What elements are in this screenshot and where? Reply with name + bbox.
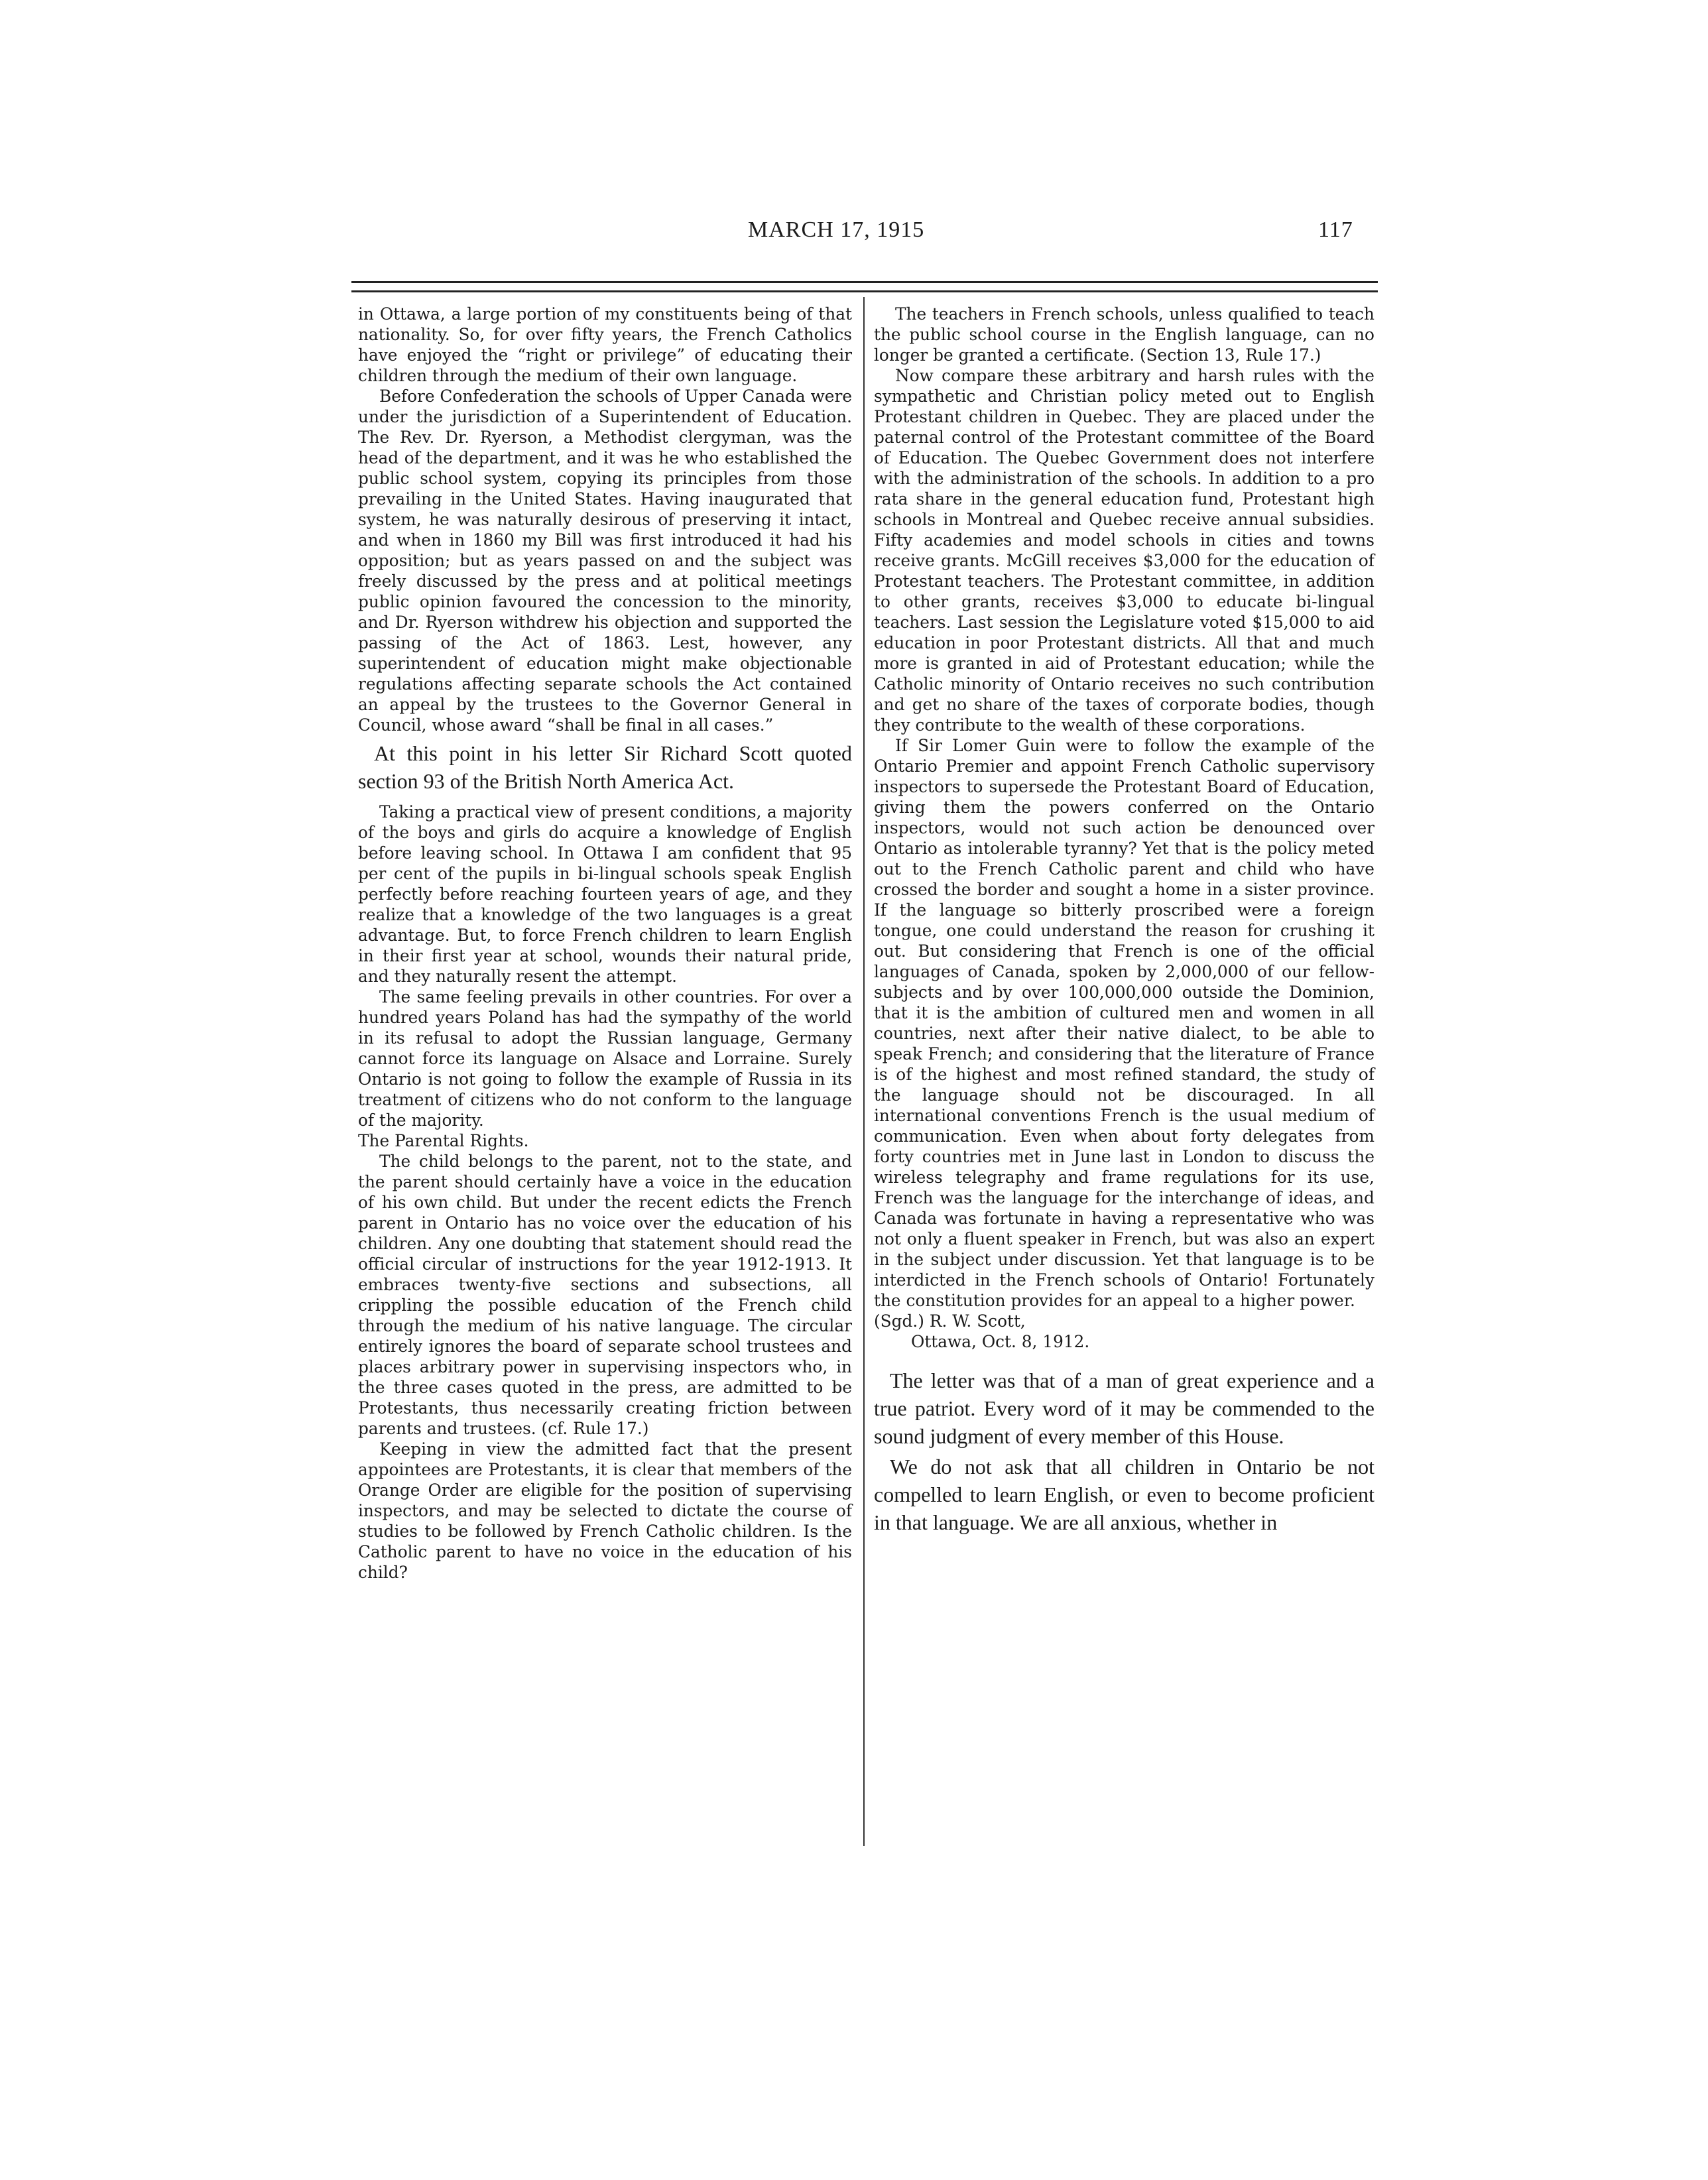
- header-rule-top: [351, 281, 1378, 283]
- right-paragraph-1: The teachers in French schools, unless qualified to teach the public school course in the English language, can no longer be granted a certificate. (Section 13, Rule 17.): [874, 304, 1374, 365]
- left-paragraph-3: Taking a practical view of present conditions, a majority of the boys and girls do acquire a knowledge of English before leaving school. In Ottawa I am confident that 95 per cent of the pupils in bi-lingual schools speak English perfectly before reaching fourteen years of age, and they realize that a knowledge of the two languages is a great advantage. But, to force French children to learn English in their first year at school, wounds their natural pride, and they naturally resent the attempt.: [358, 802, 852, 986]
- section-subhead: The Parental Rights.: [358, 1131, 529, 1150]
- letter-dateline: Ottawa, Oct. 8, 1912.: [911, 1332, 1090, 1351]
- header-date: MARCH 17, 1915: [748, 217, 925, 242]
- left-paragraph-6: Keeping in view the admitted fact that the present appointees are Protestants, it is clear that members of the Orange Order are eligible for the position of supervising inspectors, and may be selected to dictate the course of studies to be followed by French Catholic children. Is the Catholic parent to have no voice in the education of his child?: [358, 1439, 852, 1582]
- letter-signature: (Sgd.) R. W. Scott,: [874, 1311, 1026, 1331]
- left-paragraph-5: The child belongs to the parent, not to the state, and the parent should certainly have a voice in the education of his own child. But under the recent edicts the French parent in Ontario has no voice over the education of his children. Any one doubting that statement should read the official circular of instructions for the year 1912-1913. It embraces twenty-five sections and subsections, all crippling the possible education of the French child through the medium of his native language. The circular entirely ignores the board of separate school trustees and places arbitrary power in supervising inspectors who, in the three cases quoted in the press, are admitted to be Protestants, thus necessarily creating friction between parents and trustees. (cf. Rule 17.): [358, 1152, 852, 1438]
- left-paragraph-4: The same feeling prevails in other countries. For over a hundred years Poland has had the sympathy of the world in its refusal to adopt the Russian language, Germany cannot force its language on Alsace and Lorraine. Surely Ontario is not going to follow the example of Russia in its treatment of citizens who do not conform to the language of the majority.: [358, 987, 852, 1130]
- page-number: 117: [1318, 217, 1353, 242]
- left-paragraph-2: Before Confederation the schools of Upper Canada were under the jurisdiction of a Superintendent of Education. The Rev. Dr. Ryerson, a Methodist clergyman, was the head of the department, and it was he who established the public school system, copying its principles from those prevailing in the United States. Having inaugurated that system, he was naturally desirous of preserving it intact, and when in 1860 my Bill was first introduced it had his opposition; but as years passed on and the subject was freely discussed by the press and at political meetings public opinion favoured the concession to the minority, and Dr. Ryerson withdrew his objection and supported the passing of the Act of 1863. Lest, however, any superintendent of education might make objectionable regulations affecting separate schools the Act contained an appeal by the trustees to the Governor General in Council, whose award “shall be final in all cases.”: [358, 387, 852, 735]
- page-header: [0, 217, 1708, 257]
- header-rule-bottom: [351, 290, 1378, 292]
- right-paragraph-4: The letter was that of a man of great experience and a true patriot. Every word of it may be commended to the sound judgment of every member of this House.: [874, 1368, 1374, 1448]
- right-paragraph-5: We do not ask that all children in Ontario be not compelled to learn English, or even to become proficient in that language. We are all anxious, whether in: [874, 1455, 1374, 1534]
- right-paragraph-2: Now compare these arbitrary and harsh rules with the sympathetic and Christian policy meted out to English Protestant children in Quebec. They are placed under the paternal control of the Protestant committee of the Board of Education. The Quebec Government does not interfere with the administration of the schools. In addition to a pro rata share in the general education fund, Protestant high schools in Montreal and Quebec receive annual subsidies. Fifty academies and model schools in cities and towns receive grants. McGill receives $3,000 for the education of Protestant teachers. The Protestant committee, in addition to other grants, receives $3,000 to educate bi-lingual teachers. Last session the Legislature voted $15,000 to aid education in poor Protestant districts. All that and much more is granted in aid of Protestant education; while the Catholic minority of Ontario receives no such contribution and get no share of the taxes of corporate bodies, though they contribute to the wealth of these corporations.: [874, 366, 1374, 735]
- left-column: [358, 304, 852, 1583]
- left-paragraph-1: in Ottawa, a large portion of my constituents being of that nationality. So, for over fifty years, the French Catholics have enjoyed the “right or privilege” of educating their children through the medium of their own language.: [358, 304, 852, 385]
- editorial-interjection: At this point in his letter Sir Richard Scott quoted section 93 of the British North America Act.: [358, 741, 852, 793]
- column-divider: [863, 297, 865, 1846]
- right-column: [874, 304, 1374, 1536]
- right-paragraph-3: If Sir Lomer Guin were to follow the example of the Ontario Premier and appoint French Catholic supervisory inspectors to supersede the Protestant Board of Education, giving them the powers conferred on the Ontario inspectors, would not such action be denounced over Ontario as intolerable tyranny? Yet that is the policy meted out to the French Catholic parent and child who have crossed the border and sought a home in a sister province. If the language so bitterly proscribed were a foreign tongue, one could understand the reason for crushing it out. But considering that French is one of the official languages of Canada, spoken by 2,000,000 of our fellow-subjects and by over 100,000,000 outside the Dominion, that it is the ambition of cultured men and women in all countries, next after their native dialect, to be able to speak French; and considering that the literature of France is of the highest and most refined standard, the study of the language should not be discouraged. In all international conventions French is the usual medium of communication. Even when about forty delegates from forty countries met in June last in London to discuss the wireless telegraphy and frame regulations for its use, French was the language for the interchange of ideas, and Canada was fortunate in having a representative who was not only a fluent speaker in French, but was also an expert in the subject under discussion. Yet that language is to be interdicted in the French schools of Ontario! Fortunately the constitution provides for an appeal to a higher power.: [874, 736, 1374, 1310]
